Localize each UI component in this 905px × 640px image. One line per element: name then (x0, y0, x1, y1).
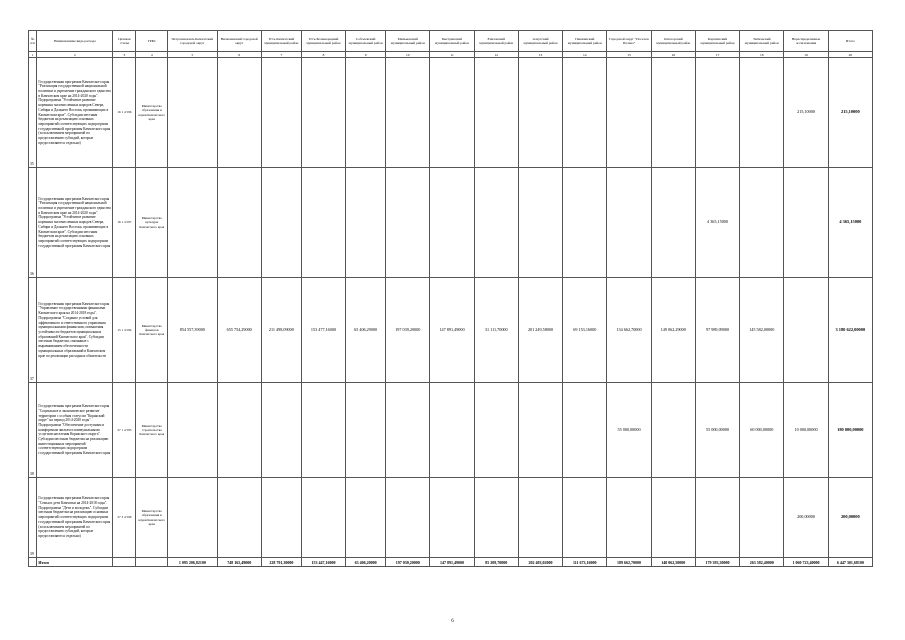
value-cell (261, 168, 301, 278)
target-article: 16 1 4 597 (113, 168, 136, 278)
column-header: Соболевский муниципальный район (346, 31, 386, 52)
column-number: 9 (346, 52, 386, 58)
column-header: Алеутский муниципальный район (518, 31, 562, 52)
column-number: 11 (430, 52, 474, 58)
value-cell (430, 383, 474, 478)
summary-label: Итого (37, 558, 113, 567)
value-cell: 65 406,29000 (346, 278, 386, 383)
column-header: Усть-Камчатский муниципальный район (261, 31, 301, 52)
grbs-cell: Министерство образования и науки Камчатского края (136, 58, 168, 168)
target-article: 16 1 4 596 (113, 58, 136, 168)
value-cell: 69 153,16000 (563, 278, 607, 383)
row-total: 200,00000 (828, 478, 872, 558)
summary-value: 140 062,50000 (651, 558, 695, 567)
value-cell: 145 582,00000 (740, 278, 784, 383)
summary-value: 153 447,16000 (301, 558, 345, 567)
row-name: Государственная программа Камчатского края "Управление государственными финансами Камчатского края на 2014-2018 годы". Подпрограмма "Создание условий для эффективного и ответственного управления муниципальными финансами, повышения устойчивости бюджетов муниципальных образований Камчатского края". Субсидии местным бюджетам, связанные с выравниванием обеспеченности муниципальных образований в Камчатском крае по реализации расходных обязательств (37, 278, 113, 383)
target-article: 27 1 4 593 (113, 383, 136, 478)
summary-grbs (136, 558, 168, 567)
value-cell: 10 000,00000 (784, 383, 828, 478)
value-cell (261, 58, 301, 168)
column-header: ГРБС (136, 31, 168, 52)
grbs-cell: Министерство культуры Камчатского края (136, 168, 168, 278)
value-cell: 854 557,39000 (168, 278, 218, 383)
summary-value: 263 582,40000 (740, 558, 784, 567)
column-header: Быстринский муниципальный район (430, 31, 474, 52)
table-row (29, 383, 873, 478)
value-cell (217, 168, 261, 278)
column-header: Итого (828, 31, 872, 52)
value-cell: 201 249,58000 (518, 278, 562, 383)
value-cell (386, 383, 430, 478)
row-name: Государственная программа Камчатского края "Семья и дети Камчатки на 2014-2018 годы". Подпрограмма "Дети и молодежь". Субсидии местным бюджетам на реализацию основных мероприятий соответствующих подпрограмм государственной программы Камчатского края (за исключением мероприятий по предоставлению субсидий, которые предоставляются отдельно) (37, 478, 113, 558)
column-header: Тигильский муниципальный район (740, 31, 784, 52)
column-header: Олюторский муниципальный район (651, 31, 695, 52)
column-header: Пенжинский муниципальный район (563, 31, 607, 52)
row-index: 38 (29, 383, 37, 478)
value-cell: 197 039,20000 (386, 278, 430, 383)
value-cell (607, 58, 651, 168)
table-row (29, 58, 873, 168)
row-total: 215,10000 (828, 58, 872, 168)
value-cell (474, 383, 518, 478)
value-cell (261, 383, 301, 478)
table-row (29, 168, 873, 278)
row-total: 4 365,15000 (828, 168, 872, 278)
value-cell (518, 168, 562, 278)
value-cell (518, 478, 562, 558)
value-cell (346, 478, 386, 558)
summary-value: 202 403,02000 (518, 558, 562, 567)
summary-value: 228 791,30000 (261, 558, 301, 567)
summary-value: 1 060 723,40000 (784, 558, 828, 567)
header-row (29, 31, 873, 52)
value-cell: 134 662,70000 (607, 278, 651, 383)
value-cell (217, 383, 261, 478)
target-article: 15 1 4 594 (113, 278, 136, 383)
value-cell (518, 383, 562, 478)
value-cell (474, 58, 518, 168)
value-cell (430, 478, 474, 558)
value-cell: 149 062,29000 (651, 278, 695, 383)
value-cell: 55 000,00000 (695, 383, 739, 478)
value-cell (168, 58, 218, 168)
value-cell (651, 58, 695, 168)
value-cell: 215,10000 (784, 58, 828, 168)
value-cell (563, 58, 607, 168)
column-number: 16 (651, 52, 695, 58)
column-number: 2 (37, 52, 113, 58)
column-number: 5 (168, 52, 218, 58)
column-number: 13 (518, 52, 562, 58)
column-header: Петропавловск-Камчатский городской округ (168, 31, 218, 52)
column-number: 8 (301, 52, 345, 58)
grbs-cell: Министерство образования и науки Камчатского края (136, 478, 168, 558)
column-header: Наименование вида расхода (37, 31, 113, 52)
value-cell (346, 383, 386, 478)
value-cell: 211 498,09000 (261, 278, 301, 383)
value-cell (217, 478, 261, 558)
summary-value: 147 891,49000 (430, 558, 474, 567)
value-cell (607, 168, 651, 278)
column-number: 7 (261, 52, 301, 58)
value-cell (563, 168, 607, 278)
value-cell (430, 168, 474, 278)
column-number: 17 (695, 52, 739, 58)
column-header: № п/п (29, 31, 37, 52)
row-index: 39 (29, 478, 37, 558)
summary-value: 63 406,20000 (346, 558, 386, 567)
summary-kbk (113, 558, 136, 567)
summary-value: 197 030,20000 (386, 558, 430, 567)
value-cell (474, 478, 518, 558)
value-cell: 60 000,00000 (740, 383, 784, 478)
value-cell: 200,00000 (784, 478, 828, 558)
value-cell (386, 168, 430, 278)
value-cell (430, 58, 474, 168)
summary-value: 1 095 206,82100 (168, 558, 218, 567)
summary-total: 6 447 301,68100 (828, 558, 872, 567)
summary-value: 85 209,70000 (474, 558, 518, 567)
column-number: 1 (29, 52, 37, 58)
value-cell (563, 478, 607, 558)
value-cell (301, 168, 345, 278)
value-cell: 4 365,15000 (695, 168, 739, 278)
value-cell (740, 58, 784, 168)
summary-row (29, 558, 873, 567)
value-cell (301, 383, 345, 478)
table-row (29, 478, 873, 558)
column-number: 12 (474, 52, 518, 58)
value-cell: 153 477,16000 (301, 278, 345, 383)
column-number: 4 (136, 52, 168, 58)
value-cell (651, 383, 695, 478)
value-cell (386, 58, 430, 168)
value-cell (168, 383, 218, 478)
value-cell: 97 989,09000 (695, 278, 739, 383)
page-number: 6 (451, 619, 454, 624)
value-cell (217, 58, 261, 168)
value-cell: 55 000,00000 (607, 383, 651, 478)
value-cell (563, 383, 607, 478)
value-cell (346, 168, 386, 278)
column-header: Карагинский муниципальный район (695, 31, 739, 52)
column-number: 10 (386, 52, 430, 58)
value-cell (518, 58, 562, 168)
column-header: Вилючинский городской округ (217, 31, 261, 52)
row-name: Государственная программа Камчатского края "Реализация государственной национальной политики и укрепление гражданского единства в Камчатском крае на 2014-2020 годы". Подпрограмма "Устойчивое развитие коренных малочисленных народов Севера, Сибири и Дальнего Востока, проживающих в Камчатском крае". Субсидии местным бюджетам на реализацию основных мероприятий соответствующих подпрограмм государственной программы Камчатского края (37, 168, 113, 278)
column-number: 15 (607, 52, 651, 58)
budget-table (28, 30, 873, 567)
table-row (29, 278, 873, 383)
value-cell (168, 478, 218, 558)
column-number: 19 (784, 52, 828, 58)
value-cell (651, 168, 695, 278)
column-number: 6 (217, 52, 261, 58)
row-index: 35 (29, 58, 37, 168)
column-header: Нераспределенные ассигнования (784, 31, 828, 52)
value-cell (695, 58, 739, 168)
column-number: 18 (740, 52, 784, 58)
row-name: Государственная программа Камчатского края "Социальное и экономическое развитие территории с особым статусом "Корякский округ" на период 2014-2020 годы". Подпрограмма "Обеспечение доступным и комфортным жильем и коммунальными услугами населения Корякского округа". Субсидии местным бюджетам на реализацию инвестиционных мероприятий соответствующих подпрограмм государственной программы Камчатского края (37, 383, 113, 478)
value-cell (261, 478, 301, 558)
column-header: Городской округ "Поселок Палана" (607, 31, 651, 52)
value-cell (301, 478, 345, 558)
value-cell (695, 478, 739, 558)
row-total: 180 000,00000 (828, 383, 872, 478)
column-number: 14 (563, 52, 607, 58)
column-number: 20 (828, 52, 872, 58)
summary-value: 111 673,16000 (563, 558, 607, 567)
value-cell (346, 58, 386, 168)
value-cell (651, 478, 695, 558)
column-number: 3 (113, 52, 136, 58)
value-cell (386, 478, 430, 558)
value-cell: 147 891,49000 (430, 278, 474, 383)
value-cell (740, 478, 784, 558)
value-cell (784, 168, 828, 278)
row-index: 36 (29, 168, 37, 278)
row-name: Государственная программа Камчатского края "Реализация государственной национальной политики и укрепление гражданского единства в Камчатском крае на 2014-2020 годы". Подпрограмма "Устойчивое развитие коренных малочисленных народов Севера, Сибири и Дальнего Востока, проживающих в Камчатском крае". Субсидии местным бюджетам на реализацию основных мероприятий соответствующих подпрограмм государственной программы Камчатского края (за исключением мероприятий по предоставлению субсидий, которые предоставляются отдельно) (37, 58, 113, 168)
value-cell (474, 168, 518, 278)
value-cell (784, 278, 828, 383)
summary-index (29, 558, 37, 567)
target-article: 27 3 4 596 (113, 478, 136, 558)
value-cell (607, 478, 651, 558)
value-cell (740, 168, 784, 278)
row-total: 3 180 622,00000 (828, 278, 872, 383)
value-cell: 31 111,70000 (474, 278, 518, 383)
grbs-cell: Министерство строительства Камчатского края (136, 383, 168, 478)
summary-value: 748 165,49000 (217, 558, 261, 567)
summary-value: 179 393,30000 (695, 558, 739, 567)
grbs-cell: Министерство финансов Камчатского края (136, 278, 168, 383)
summary-value: 189 662,70000 (607, 558, 651, 567)
column-header: Целевая статья (113, 31, 136, 52)
column-header: Елизовский муниципальный район (474, 31, 518, 52)
column-header: Мильковский муниципальный район (386, 31, 430, 52)
value-cell (168, 168, 218, 278)
column-header: Усть-Большерецкий муниципальный район (301, 31, 345, 52)
value-cell: 655 754,29000 (217, 278, 261, 383)
row-index: 37 (29, 278, 37, 383)
value-cell (301, 58, 345, 168)
